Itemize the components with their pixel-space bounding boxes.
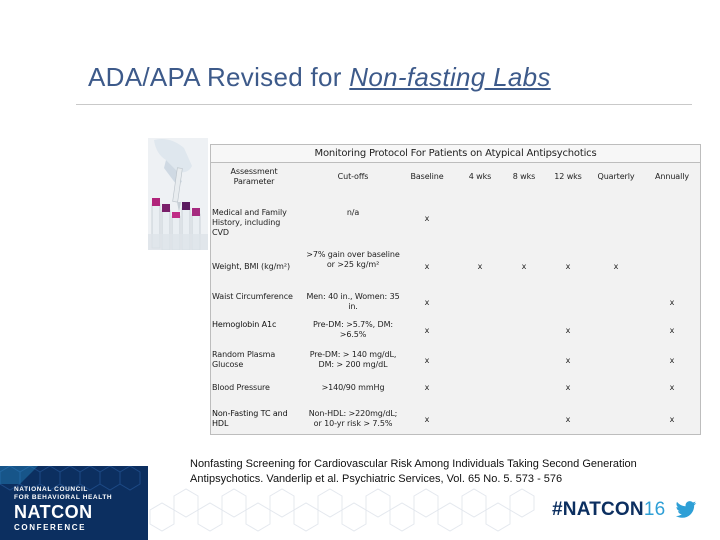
table-row-2-mark-5: x bbox=[669, 298, 675, 307]
table-header-0: Assessment Parameter bbox=[230, 167, 278, 186]
logo-org-name bbox=[14, 486, 112, 502]
citation-line-2: Antipsychotics. Vanderlip et al. Psychiatric Services, Vol. 65 No. 5. 573 - 576 bbox=[190, 473, 563, 485]
table-row-3-cutoff: Pre-DM: >5.7%, DM: >6.5% bbox=[313, 320, 393, 339]
logo-org-line-2: FOR BEHAVIORAL HEALTH bbox=[14, 494, 113, 501]
event-hashtag bbox=[552, 499, 665, 521]
slide-title bbox=[88, 62, 551, 93]
table-row-6-mark-0: x bbox=[424, 415, 430, 424]
lab-photo bbox=[148, 138, 208, 250]
table-row-4-cutoff: Pre-DM: > 140 mg/dL, DM: > 200 mg/dL bbox=[309, 350, 397, 369]
table-row-3-mark-3: x bbox=[565, 326, 571, 335]
table-row-6-mark-3: x bbox=[565, 415, 571, 424]
table-row-1-mark-3: x bbox=[565, 262, 571, 271]
table-row-4-mark-0: x bbox=[424, 356, 430, 365]
lab-tubes-illustration bbox=[148, 138, 208, 250]
table-row-4-parameter: Random Plasma Glucose bbox=[212, 350, 276, 369]
table-row-0-mark-0: x bbox=[424, 214, 430, 223]
table-caption: Monitoring Protocol For Patients on Atypical Antipsychotics bbox=[211, 145, 700, 163]
table-header-5: 12 wks bbox=[554, 172, 582, 181]
table-row-5-mark-0: x bbox=[424, 383, 430, 392]
slide-title-plain: ADA/APA Revised for bbox=[88, 62, 350, 92]
table-header-3: 4 wks bbox=[468, 172, 492, 181]
table-row-1-mark-4: x bbox=[613, 262, 619, 271]
twitter-bird-icon bbox=[675, 500, 697, 520]
citation-line-1: Nonfasting Screening for Cardiovascular Risk Among Individuals Taking Second Generation bbox=[190, 458, 637, 470]
table-row-6-mark-5: x bbox=[669, 415, 675, 424]
table-row-4-mark-3: x bbox=[565, 356, 571, 365]
table-row-1-mark-0: x bbox=[424, 262, 430, 271]
logo-org-line-1: NATIONAL COUNCIL bbox=[14, 486, 88, 493]
hashtag-main: #NATCON bbox=[552, 499, 644, 520]
table-header-2: Baseline bbox=[410, 172, 444, 181]
logo-natcon: NATCON bbox=[14, 502, 93, 522]
slide-title-emphasis: Non-fasting Labs bbox=[349, 62, 551, 92]
table-row-1-mark-1: x bbox=[477, 262, 483, 271]
natcon-logo bbox=[0, 466, 148, 540]
table-row-1-cutoff: >7% gain over baseline or >25 kg/m² bbox=[306, 250, 400, 269]
table-row-3-mark-5: x bbox=[669, 326, 675, 335]
table-row-0-cutoff: n/a bbox=[346, 208, 360, 217]
table-row-6-parameter: Non-Fasting TC and HDL bbox=[212, 409, 288, 428]
table-row-1-mark-2: x bbox=[521, 262, 527, 271]
table-row-5-parameter: Blood Pressure bbox=[212, 383, 270, 392]
logo-conference: CONFERENCE bbox=[14, 523, 87, 532]
table-row-2-cutoff: Men: 40 in., Women: 35 in. bbox=[306, 292, 400, 311]
table-row-5-mark-3: x bbox=[565, 383, 571, 392]
hashtag-year: 16 bbox=[643, 499, 666, 520]
table-header-1: Cut-offs bbox=[337, 172, 369, 181]
table-row-1-parameter: Weight, BMI (kg/m²) bbox=[212, 262, 290, 271]
table-row-4-mark-5: x bbox=[669, 356, 675, 365]
table-header-6: Quarterly bbox=[597, 172, 635, 181]
table-header-7: Annually bbox=[655, 172, 689, 181]
table-row-5-cutoff: >140/90 mmHg bbox=[321, 383, 385, 392]
table-row-3-mark-0: x bbox=[424, 326, 430, 335]
table-row-3-parameter: Hemoglobin A1c bbox=[212, 320, 277, 329]
table-row-5-mark-5: x bbox=[669, 383, 675, 392]
table-row-6-cutoff: Non-HDL: >220mg/dL; or 10-yr risk > 7.5% bbox=[308, 409, 398, 428]
title-divider bbox=[76, 104, 692, 105]
table-row-2-mark-0: x bbox=[424, 298, 430, 307]
table-row-0-parameter: Medical and Family History, including CVD bbox=[212, 208, 287, 237]
table-row-2-parameter: Waist Circumference bbox=[212, 292, 293, 301]
table-header-4: 8 wks bbox=[512, 172, 536, 181]
